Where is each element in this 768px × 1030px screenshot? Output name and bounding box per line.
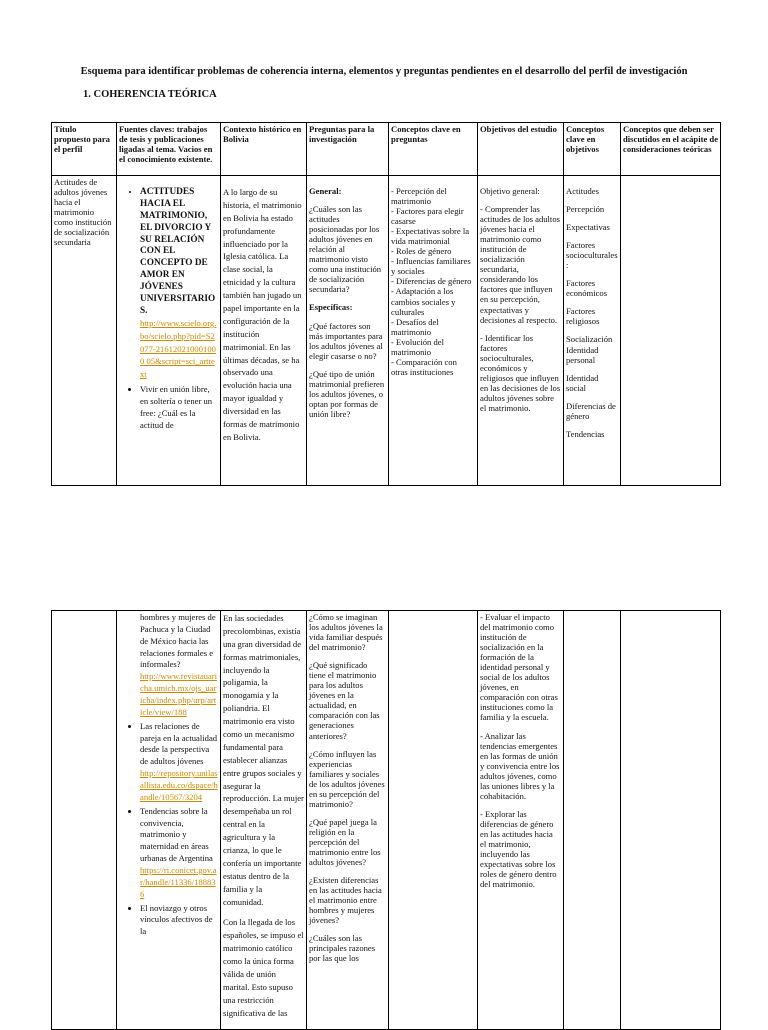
section-heading: 1. COHERENCIA TEÓRICA bbox=[83, 89, 217, 100]
concept-item: - Influencias familiares y sociales bbox=[391, 256, 471, 277]
cell-preguntas bbox=[307, 611, 389, 1030]
objective-item: - Explorar las diferencias de género en las actitudes hacia el matrimonio, incluyendo las expectativas sobre los roles de género dentro del matrimonio. bbox=[480, 808, 557, 890]
cell-conceptos-preguntas bbox=[389, 611, 478, 1030]
header-fuentes: Fuentes claves: trabajos de tesis y publicaciones ligadas al tema. Vacios en el conocimiento existente. bbox=[117, 123, 221, 176]
objective-heading: Objetivo general: bbox=[480, 186, 540, 196]
source-title: Tendencias sobre la convivencia, matrimonio y maternidad en áreas urbanas de Argentina bbox=[140, 805, 213, 864]
table-row bbox=[52, 611, 721, 1030]
cell-conceptos-objetivos bbox=[564, 176, 621, 486]
cell-conceptos-teoricos bbox=[621, 176, 721, 486]
list-item bbox=[140, 612, 218, 719]
header-conceptos-preguntas: Conceptos clave en preguntas bbox=[389, 123, 478, 176]
concept-item: Diferencias de género bbox=[566, 400, 616, 421]
concept-item: Socialización Identidad personal bbox=[566, 334, 613, 365]
concept-item: Factores religiosos bbox=[566, 306, 600, 327]
concept-item: Factores económicos bbox=[566, 278, 608, 299]
cell-objetivos bbox=[478, 176, 564, 486]
general-label: General: bbox=[309, 186, 342, 196]
cell-fuentes bbox=[117, 611, 221, 1030]
question-item: ¿Cómo influyen las experiencias familiares y sociales de los adultos jóvenes en su percepción del matrimonio? bbox=[309, 748, 385, 809]
objective-item: - Evaluar el impacto del matrimonio como institución de socialización en la formación de la identidad personal y social de los adultos jóvenes, en comparación con otras instituciones como la familia y la escuela. bbox=[480, 612, 558, 723]
concept-item: - Evolución del matrimonio bbox=[391, 336, 444, 357]
cell-conceptos-objetivos bbox=[564, 611, 621, 1030]
cell-fuentes bbox=[117, 176, 221, 486]
question-general: ¿Cuáles son las actitudes posicionadas por los adultos jóvenes en relación al matrimonio visto como una institución de socialización secundaria? bbox=[309, 204, 382, 295]
cell-objetivos bbox=[478, 611, 564, 1030]
concept-item: - Comparación con otras instituciones bbox=[391, 356, 457, 377]
source-title: ACTITUDES HACIA EL MATRIMONIO, EL DIVORCIO Y SU RELACIÓN CON EL CONCEPTO DE AMOR EN JÓVENES UNIVERSITARIOS. bbox=[140, 187, 216, 316]
table-header-row bbox=[52, 123, 721, 176]
concept-item: Identidad social bbox=[566, 372, 599, 393]
context-text: Con la llegada de los españoles, se impuso el matrimonio católico como la única forma válida de unión marital. Esto supuso una restricción significativa de las bbox=[223, 917, 304, 1018]
cell-titulo: Actitudes de adultos jóvenes hacia el matrimonio como institución de socialización secundaria bbox=[52, 176, 117, 486]
source-title: Las relaciones de pareja en la actualidad desde la perspectiva de adultos jóvenes bbox=[140, 720, 218, 767]
cell-contexto bbox=[221, 176, 307, 486]
document-title: Esquema para identificar problemas de coherencia interna, elementos y preguntas pendientes en el desarrollo del perfil de investigación bbox=[80, 66, 688, 77]
source-link[interactable]: http://www.revistauaricha.umich.mx/ojs_uaricha/index.php/urp/article/view/188 bbox=[140, 671, 218, 717]
concept-item: - Percepción del matrimonio bbox=[391, 186, 447, 207]
concept-item: Tendencias bbox=[566, 428, 605, 439]
question-item: ¿Qué significado tiene el matrimonio para los adultos jóvenes en la actualidad, en comparación con las generaciones anteriores? bbox=[309, 660, 380, 741]
header-objetivos: Objetivos del estudio bbox=[478, 123, 564, 176]
source-link[interactable]: http://www.scielo.org.bo/scielo.php?pid=S2077-216120210001000 05&script=sci_arttext bbox=[140, 317, 217, 380]
especificas-label: Específicas: bbox=[309, 302, 353, 313]
context-text: A lo largo de su historia, el matrimonio en Bolivia ha estado profundamente influenciado por la Iglesia católica. La clase social, la etnicidad y la cultura también han jugado un papel importante en la configuración de la institución matrimonial. En las últimas décadas, se ha observado una evolución hacia una mayor igualdad y diversidad en las formas de matrimonio en Bolivia. bbox=[223, 187, 302, 442]
concept-item: - Desafíos del matrimonio bbox=[391, 316, 439, 337]
concept-item: - Diferencias de género bbox=[391, 276, 472, 287]
objective-item: - Identificar los factores socioculturales, económicos y religiosos que influyen en las decisiones de los adultos jóvenes sobre el matrimonio. bbox=[480, 332, 561, 413]
concept-item: Expectativas bbox=[566, 222, 610, 233]
question-especifica: ¿Qué tipo de unión matrimonial prefieren los adultos jóvenes, o optan por formas de unión libre? bbox=[309, 368, 385, 419]
concept-item: Factores socioculturales: bbox=[566, 240, 618, 271]
concept-item: Actitudes bbox=[566, 186, 599, 196]
header-preguntas: Preguntas para la investigación bbox=[307, 123, 389, 176]
source-link[interactable]: http://repository.unilasallista.edu.co/dspace/handle/10567/3204 bbox=[140, 768, 218, 802]
list-item bbox=[140, 384, 218, 431]
table-page-2 bbox=[51, 610, 721, 1030]
objective-item: - Comprender las actitudes de los adultos jóvenes hacia el matrimonio como institución de socialización secundaria, considerando los factores que influyen en su percepción, expectativas y decisiones al respecto. bbox=[480, 204, 560, 325]
cell-conceptos-teoricos bbox=[621, 611, 721, 1030]
table-row bbox=[52, 176, 721, 486]
objective-item: - Analizar las tendencias emergentes en las formas de unión y convivencia entre los adultos jóvenes, como las uniones libres y la cohabitación. bbox=[480, 730, 560, 801]
question-item: ¿Existen diferencias en las actitudes hacia el matrimonio entre hombres y mujeres jóvenes? bbox=[309, 875, 382, 926]
cell-contexto bbox=[221, 611, 307, 1030]
header-titulo: Título propuesto para el perfil bbox=[52, 123, 117, 176]
question-especifica: ¿Qué factores son más importantes para los adultos jóvenes al elegir casarse o no? bbox=[309, 320, 383, 361]
concept-item: - Factores para elegir casarse bbox=[391, 206, 464, 227]
question-item: ¿Qué papel juega la religión en la percepción del matrimonio entre los adultos jóvenes? bbox=[309, 816, 381, 868]
header-conceptos-objetivos: Conceptos clave en objetivos bbox=[564, 123, 621, 176]
context-text: En las sociedades precolombinas, existía una gran diversidad de formas matrimoniales, incluyendo la poligamia, la monogamia y la poliandria. El matrimonio era visto como un mecanismo fundamental para establecer alianzas entre grupos sociales y asegurar la reproducción. La mujer desempeñaba un rol central en la agricultura y la crianza, lo que le confería un importante estatus dentro de la familia y la comunidad. bbox=[223, 613, 304, 907]
list-item bbox=[140, 721, 218, 804]
concept-item: - Adaptación a los cambios sociales y culturales bbox=[391, 286, 456, 317]
source-title: Vivir en unión libre, en soltería o tener un free: ¿Cuál es la actitud de bbox=[140, 384, 213, 430]
question-item: ¿Cómo se imaginan los adultos jóvenes la vida familiar después del matrimonio? bbox=[309, 612, 383, 653]
question-item: ¿Cuáles son las principales razones por las que los bbox=[309, 933, 376, 964]
list-item bbox=[140, 903, 218, 939]
concept-item: Percepción bbox=[566, 204, 605, 215]
concept-item: - Expectativas sobre la vida matrimonial bbox=[391, 226, 470, 247]
concept-item: - Roles de género bbox=[391, 246, 452, 257]
table-page-1 bbox=[51, 122, 721, 486]
source-title: hombres y mujeres de Pachuca y la Ciudad de México hacia las relaciones formales e informales? bbox=[140, 612, 216, 670]
source-title: El noviazgo y otros vínculos afectivos de la bbox=[140, 902, 213, 937]
list-item bbox=[140, 806, 218, 901]
header-conceptos-teoricos: Conceptos que deben ser discutidos en el acápite de consideraciones teóricas bbox=[621, 123, 721, 176]
header-contexto: Contexto histórico en Bolivia bbox=[221, 123, 307, 176]
cell-conceptos-preguntas bbox=[389, 176, 478, 486]
list-item bbox=[140, 187, 218, 382]
cell-preguntas bbox=[307, 176, 389, 486]
cell-titulo bbox=[52, 611, 117, 1030]
source-link[interactable]: https://ri.conicet.gov.ar/handle/11336/188836 bbox=[140, 865, 217, 899]
